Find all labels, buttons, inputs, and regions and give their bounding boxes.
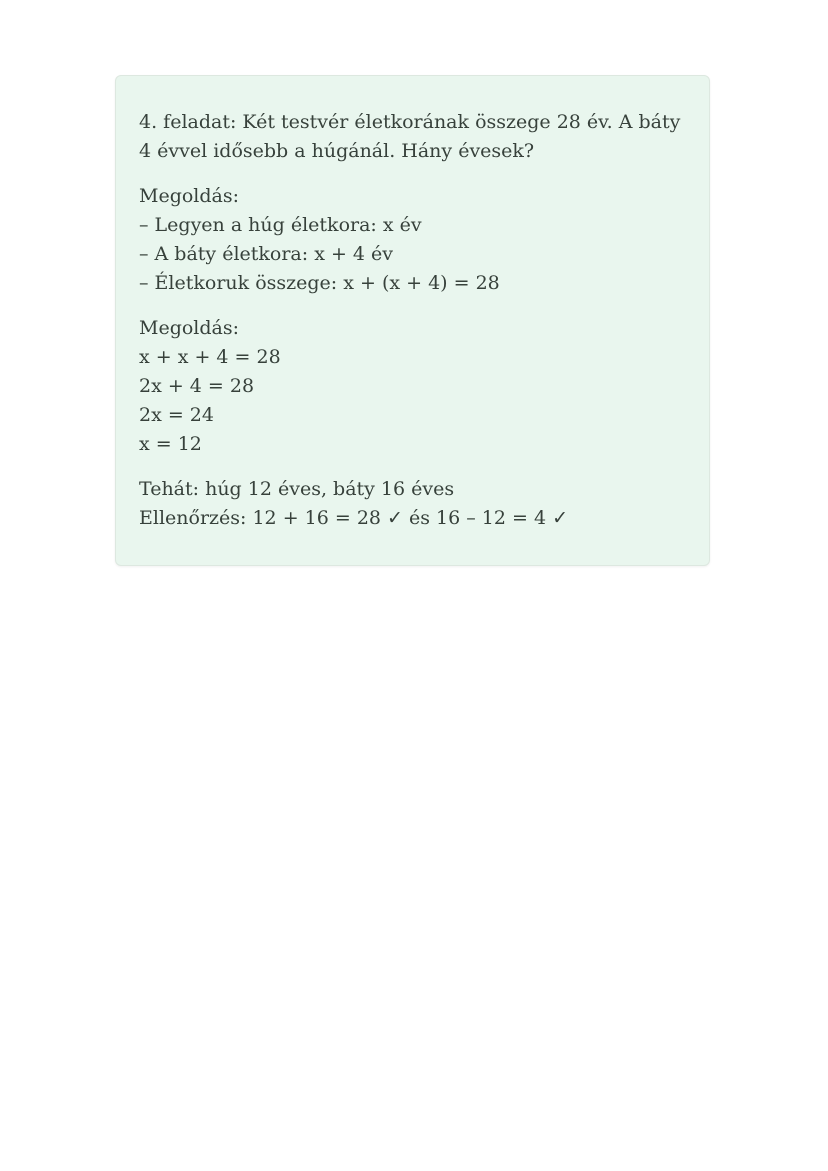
conclusion — [139, 475, 685, 533]
solution-setup-line: – Életkoruk összege: x + (x + 4) = 28 — [139, 272, 500, 294]
problem-statement-text: 4. feladat: Két testvér életkorának összege 28 év. A báty 4 évvel idősebb a húgánál. Hány évesek? — [139, 111, 681, 162]
solution-step-equation: x = 12 — [139, 433, 202, 455]
solution-setup-heading: Megoldás: — [139, 185, 240, 207]
solution-setup-line: – A báty életkora: x + 4 év — [139, 243, 394, 265]
solution-steps — [139, 314, 685, 459]
solution-steps-heading: Megoldás: — [139, 317, 240, 339]
problem-statement — [139, 108, 685, 166]
solution-step-equation: x + x + 4 = 28 — [139, 346, 281, 368]
conclusion-check: Ellenőrzés: 12 + 16 = 28 ✓ és 16 – 12 = 4 ✓ — [139, 507, 569, 529]
problem-card — [115, 75, 710, 566]
solution-setup — [139, 182, 685, 298]
conclusion-result: Tehát: húg 12 éves, báty 16 éves — [139, 478, 455, 500]
solution-step-equation: 2x = 24 — [139, 404, 214, 426]
solution-step-equation: 2x + 4 = 28 — [139, 375, 255, 397]
solution-setup-line: – Legyen a húg életkora: x év — [139, 214, 422, 236]
